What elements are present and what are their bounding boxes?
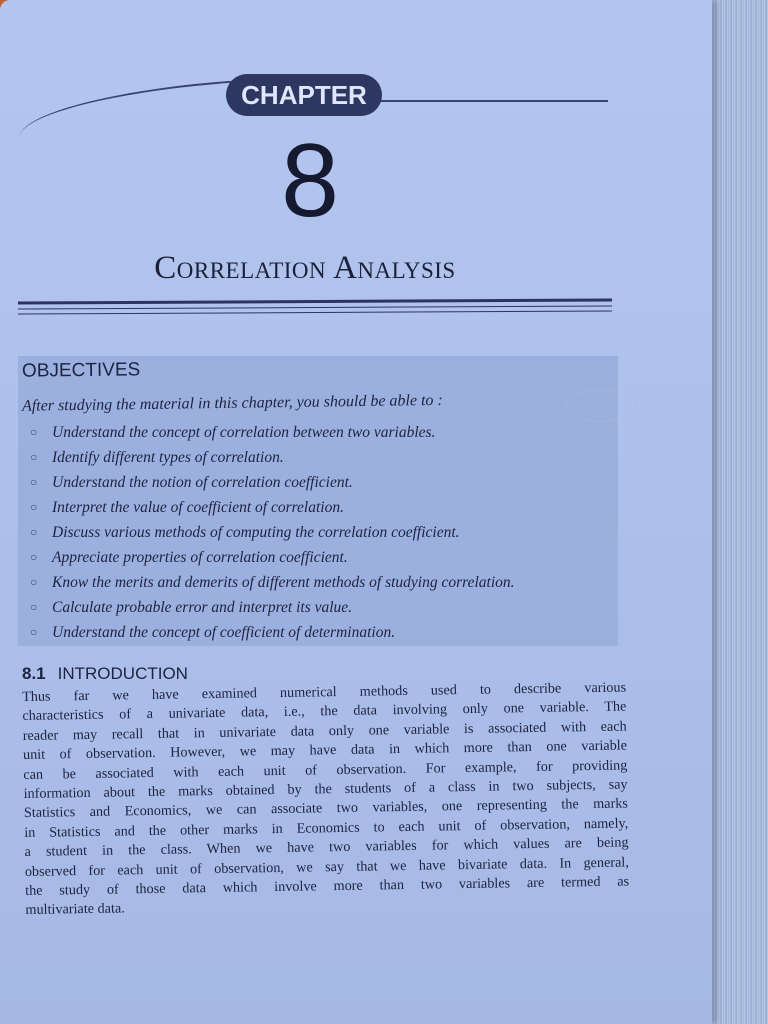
section-heading [22,664,188,684]
objective-text: Understand the concept of coefficient of determination. [52,624,396,641]
objective-item [30,445,630,470]
bullet-icon: ○ [30,625,38,639]
paragraph-line: information about the marks obtained by the students of a class in two subjects, say [23,776,628,802]
objectives-heading: OBJECTIVES [21,359,141,382]
bullet-icon: ○ [30,600,38,614]
paragraph-line: Thus far we have examined numerical methods used to describe various [22,679,627,705]
section-title: INTRODUCTION [57,664,188,683]
objective-text: Discuss various methods of computing the correlation coefficient. [52,524,460,541]
chapter-number: 8 [281,123,339,239]
bullet-icon: ○ [30,450,38,464]
paragraph-line: unit of observation. However, we may have data in which more than one variable [22,737,628,764]
bullet-icon: ○ [30,500,38,514]
paragraph-line: can be associated with each unit of observation. For example, for providing [23,757,628,783]
chapter-title: Correlation Analysis [154,250,456,286]
objective-item [30,570,630,595]
objective-item [30,470,630,495]
paragraph-line: reader may recall that in univariate data only one variable is associated with each [22,718,627,744]
objective-text: Calculate probable error and interpret its value. [52,599,353,616]
paragraph-line: observed for each unit of observation, we say that we have bivariate data. In general, [24,854,629,880]
objective-text: Identify different types of correlation. [52,449,284,466]
paragraph-line: the study of those data which involve more than two variables are termed as [25,873,630,899]
objective-text: Understand the concept of correlation between two variables. [52,424,436,441]
objectives-list [30,420,630,645]
paragraph-line: Statistics and Economics, we can associate two variables, one representing the marks [23,795,629,822]
section-number: 8.1 [22,664,46,683]
title-rule-thin [18,310,612,314]
objectives-intro: After studying the material in this chapter, you should be able to : [21,391,443,415]
paragraph-line: a student in the class. When we have two variables for which values are being [24,834,629,861]
title-rule-thick [18,298,612,304]
bullet-icon: ○ [30,425,38,439]
chapter-rule-left [17,80,239,137]
objective-item [30,545,630,570]
objective-item [30,595,630,620]
objective-text: Appreciate properties of correlation coefficient. [52,549,348,566]
chapter-rule-right [378,100,608,102]
chapter-badge: CHAPTER [226,74,382,116]
objective-text: Understand the notion of correlation coefficient. [52,474,353,491]
paragraph-line: characteristics of a univariate data, i.e., the data involving only one variable. The [22,698,627,725]
title-rule-thin [18,305,612,309]
objective-item [30,495,630,520]
objective-item [30,620,630,645]
page-stain [565,390,637,422]
paragraph-line: in Statistics and the other marks in Economics to each unit of observation, namely, [24,815,629,841]
objective-text: Interpret the value of coefficient of correlation. [52,499,344,516]
objective-item [30,420,630,445]
paragraph-line: multivariate data. [25,900,125,919]
objective-text: Know the merits and demerits of different methods of studying correlation. [52,574,515,591]
bullet-icon: ○ [30,575,38,589]
objective-item [30,520,630,545]
bullet-icon: ○ [30,550,38,564]
introduction-paragraph [22,679,630,921]
bullet-icon: ○ [30,525,38,539]
bullet-icon: ○ [30,475,38,489]
